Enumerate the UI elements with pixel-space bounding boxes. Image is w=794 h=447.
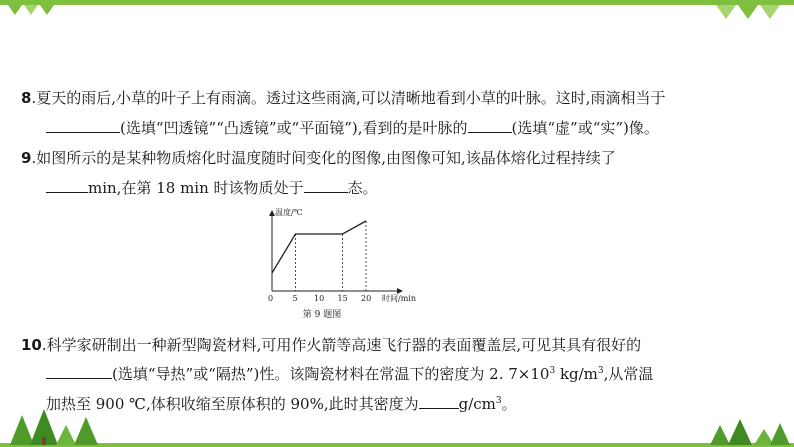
q10-exp-3: 3 xyxy=(495,396,502,406)
origin-label: 0 xyxy=(268,294,274,303)
q10-blank-1[interactable] xyxy=(46,364,112,379)
q9-line1 xyxy=(21,148,616,168)
q8-line1 xyxy=(21,88,666,108)
q8-blank-1[interactable] xyxy=(46,118,120,133)
melting-graph xyxy=(255,203,425,308)
q9-blank-2[interactable] xyxy=(304,178,348,193)
q9-text-2: min,在第 18 min 时该物质处于 xyxy=(88,179,304,197)
q8-text-3: (选填“虚”或“实”)像。 xyxy=(511,119,659,137)
q8-blank-2[interactable] xyxy=(468,118,512,133)
top-decor-bar xyxy=(0,0,794,5)
q10-text-2: (选填“导热”或“隔热”)性。该陶瓷材料在常温下的密度为 2. 7×10 xyxy=(112,365,550,383)
x-axis-label: 时间/min xyxy=(382,294,416,303)
q9-text-3: 态。 xyxy=(347,179,378,197)
trees-left-decor xyxy=(0,407,110,447)
q10-exp-1: 3 xyxy=(549,366,556,376)
q9-text-1: .如图所示的是某种物质熔化时温度随时间变化的图像,由图像可知,该晶体熔化过程持续了 xyxy=(31,149,616,167)
q10-line3 xyxy=(46,394,517,414)
x-tick-label: 10 xyxy=(314,294,325,303)
x-tick-label: 20 xyxy=(361,294,372,303)
q9-blank-1[interactable] xyxy=(46,178,88,193)
q10-text-1: .科学家研制出一种新型陶瓷材料,可用作火箭等高速飞行器的表面覆盖层,可见其具有很好的 xyxy=(41,336,642,354)
q10-text-7: 。 xyxy=(501,395,517,413)
q9-line2 xyxy=(46,178,378,198)
top-left-triangle-decor xyxy=(8,5,58,17)
q10-text-5: 加热至 900 ℃,体积收缩至原体积的 90%,此时其密度为 xyxy=(46,395,419,413)
q10-text-3: kg/m xyxy=(555,365,598,383)
q8-text-1: .夏天的雨后,小草的叶子上有雨滴。透过这些雨滴,可以清晰地看到小草的叶脉。这时,雨滴相当于 xyxy=(31,89,666,107)
q10-line1 xyxy=(21,335,641,355)
y-axis-label: 温度/℃ xyxy=(275,208,303,217)
figure-caption: 第 9 题图 xyxy=(302,310,342,320)
q10-number: 10 xyxy=(21,336,42,354)
trees-right-decor xyxy=(704,417,794,447)
q8-text-2: (选填“凹透镜”“凸透镜”或“平面镜”),看到的是叶脉的 xyxy=(120,119,468,137)
q10-exp-2: 3 xyxy=(597,366,604,376)
q10-text-6: g/cm xyxy=(458,395,496,413)
q10-text-4: ,从常温 xyxy=(603,365,654,383)
q10-blank-2[interactable] xyxy=(419,394,459,409)
x-tick-label: 15 xyxy=(337,294,348,303)
q8-line2 xyxy=(46,118,659,138)
x-tick-label: 5 xyxy=(292,294,298,303)
q8-number: 8 xyxy=(21,89,32,107)
q10-line2 xyxy=(46,364,653,384)
bottom-grass-bar xyxy=(0,443,794,447)
top-right-triangle-decor xyxy=(716,5,786,21)
q9-number: 9 xyxy=(21,149,32,167)
melting-curve xyxy=(272,221,366,273)
